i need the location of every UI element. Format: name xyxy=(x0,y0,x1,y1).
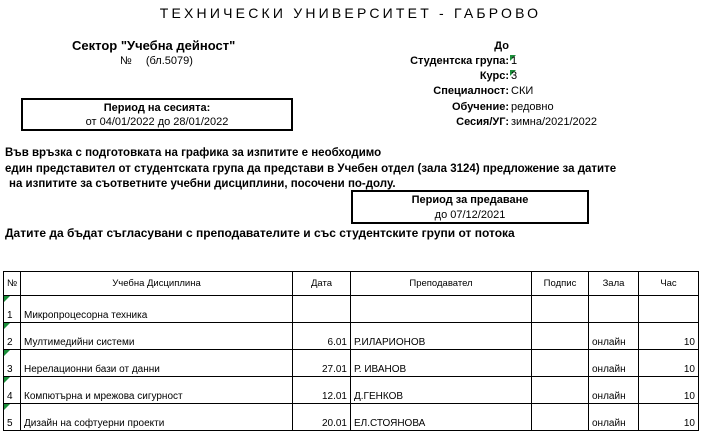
sector-title: Сектор "Учебна дейност" xyxy=(72,38,236,53)
row-teacher xyxy=(351,296,532,323)
group-value: 1 xyxy=(511,55,518,67)
table-row xyxy=(4,296,699,323)
row-room: онлайн xyxy=(589,350,639,377)
form-number-line xyxy=(120,55,193,67)
header-hour: Час xyxy=(639,272,699,296)
session-period-box xyxy=(21,98,293,131)
row-number xyxy=(4,323,21,350)
table-header-row xyxy=(4,272,699,296)
row-subject: Мултимедийни системи xyxy=(21,323,293,350)
session-period-range: от 04/01/2022 до 28/01/2022 xyxy=(85,116,229,128)
table-row xyxy=(4,323,699,350)
university-title: ТЕХНИЧЕСКИ УНИВЕРСИТЕТ - ГАБРОВО xyxy=(159,5,542,21)
row-subject: Микропроцесорна техника xyxy=(21,296,293,323)
session-period-title: Период на сесията: xyxy=(103,102,211,114)
row-number xyxy=(4,377,21,404)
row-signature xyxy=(532,404,589,431)
row-number-text: 1 xyxy=(7,310,13,321)
number-sign: № xyxy=(120,55,132,67)
row-date: 12.01 xyxy=(293,377,351,404)
row-teacher: Р. ИВАНОВ xyxy=(351,350,532,377)
specialty-label: Специалност: xyxy=(433,85,509,97)
row-date: 27.01 xyxy=(293,350,351,377)
cell-marker-icon xyxy=(4,296,10,302)
row-teacher: Д.ГЕНКОВ xyxy=(351,377,532,404)
row-subject: Дизайн на софтуерни проекти xyxy=(21,404,293,431)
row-room xyxy=(589,296,639,323)
row-date: 6.01 xyxy=(293,323,351,350)
row-room: онлайн xyxy=(589,377,639,404)
session-value: зимна/2021/2022 xyxy=(511,116,597,128)
group-label: Студентска група: xyxy=(410,55,509,67)
course-value: 3 xyxy=(511,70,518,82)
paragraph-line-2: един представител от студентската група да представи в Учебен отдел (зала 3124) предложение за датите xyxy=(5,163,617,175)
row-room: онлайн xyxy=(589,323,639,350)
row-date xyxy=(293,296,351,323)
row-signature xyxy=(532,296,589,323)
row-teacher: Р.ИЛАРИОНОВ xyxy=(351,323,532,350)
cell-marker-icon xyxy=(4,377,10,383)
header-teacher: Преподавател xyxy=(351,272,532,296)
submit-period-date: до 07/12/2021 xyxy=(434,209,506,221)
header-date: Дата xyxy=(293,272,351,296)
row-number-text: 5 xyxy=(7,418,13,429)
row-hour: 10 xyxy=(639,350,699,377)
row-number xyxy=(4,296,21,323)
paragraph-line-1: Във връзка с подготовката на графика за изпитите е необходимо xyxy=(5,147,382,159)
row-hour: 10 xyxy=(639,404,699,431)
row-signature xyxy=(532,350,589,377)
row-subject: Компютърна и мрежова сигурност xyxy=(21,377,293,404)
table-row xyxy=(4,350,699,377)
row-number-text: 3 xyxy=(7,364,13,375)
study-label: Обучение: xyxy=(451,101,509,113)
row-hour xyxy=(639,296,699,323)
row-hour: 10 xyxy=(639,377,699,404)
cell-marker-icon xyxy=(4,404,10,410)
row-number-text: 2 xyxy=(7,337,13,348)
row-signature xyxy=(532,323,589,350)
row-hour: 10 xyxy=(639,323,699,350)
cell-marker-icon xyxy=(4,350,10,356)
row-number-text: 4 xyxy=(7,391,13,402)
agreement-line: Датите да бъдат съгласувани с преподавателите и със студентските групи от потока xyxy=(5,226,515,240)
header-room: Зала xyxy=(589,272,639,296)
cell-marker-icon xyxy=(4,323,10,329)
row-number xyxy=(4,350,21,377)
subjects-table xyxy=(3,271,699,431)
study-value: редовно xyxy=(511,101,554,113)
form-number: (бл.5079) xyxy=(145,55,193,67)
row-teacher: ЕЛ.СТОЯНОВА xyxy=(351,404,532,431)
to-label: До xyxy=(494,40,509,52)
submit-period-box xyxy=(351,190,589,224)
table-row xyxy=(4,404,699,431)
row-subject: Нерелационни бази от данни xyxy=(21,350,293,377)
row-signature xyxy=(532,377,589,404)
header-signature: Подпис xyxy=(532,272,589,296)
submit-period-title: Период за предаване xyxy=(411,194,529,206)
table-row xyxy=(4,377,699,404)
header-number: № xyxy=(4,272,21,296)
row-date: 20.01 xyxy=(293,404,351,431)
paragraph-line-3: на изпитите за съответните учебни дисциплини, посочени по-долу. xyxy=(9,178,396,190)
specialty-value: СКИ xyxy=(511,85,534,97)
row-room: онлайн xyxy=(589,404,639,431)
course-label: Курс: xyxy=(479,70,509,82)
session-label: Сесия/УГ: xyxy=(456,116,509,128)
row-number xyxy=(4,404,21,431)
header-subject: Учебна Дисциплина xyxy=(21,272,293,296)
